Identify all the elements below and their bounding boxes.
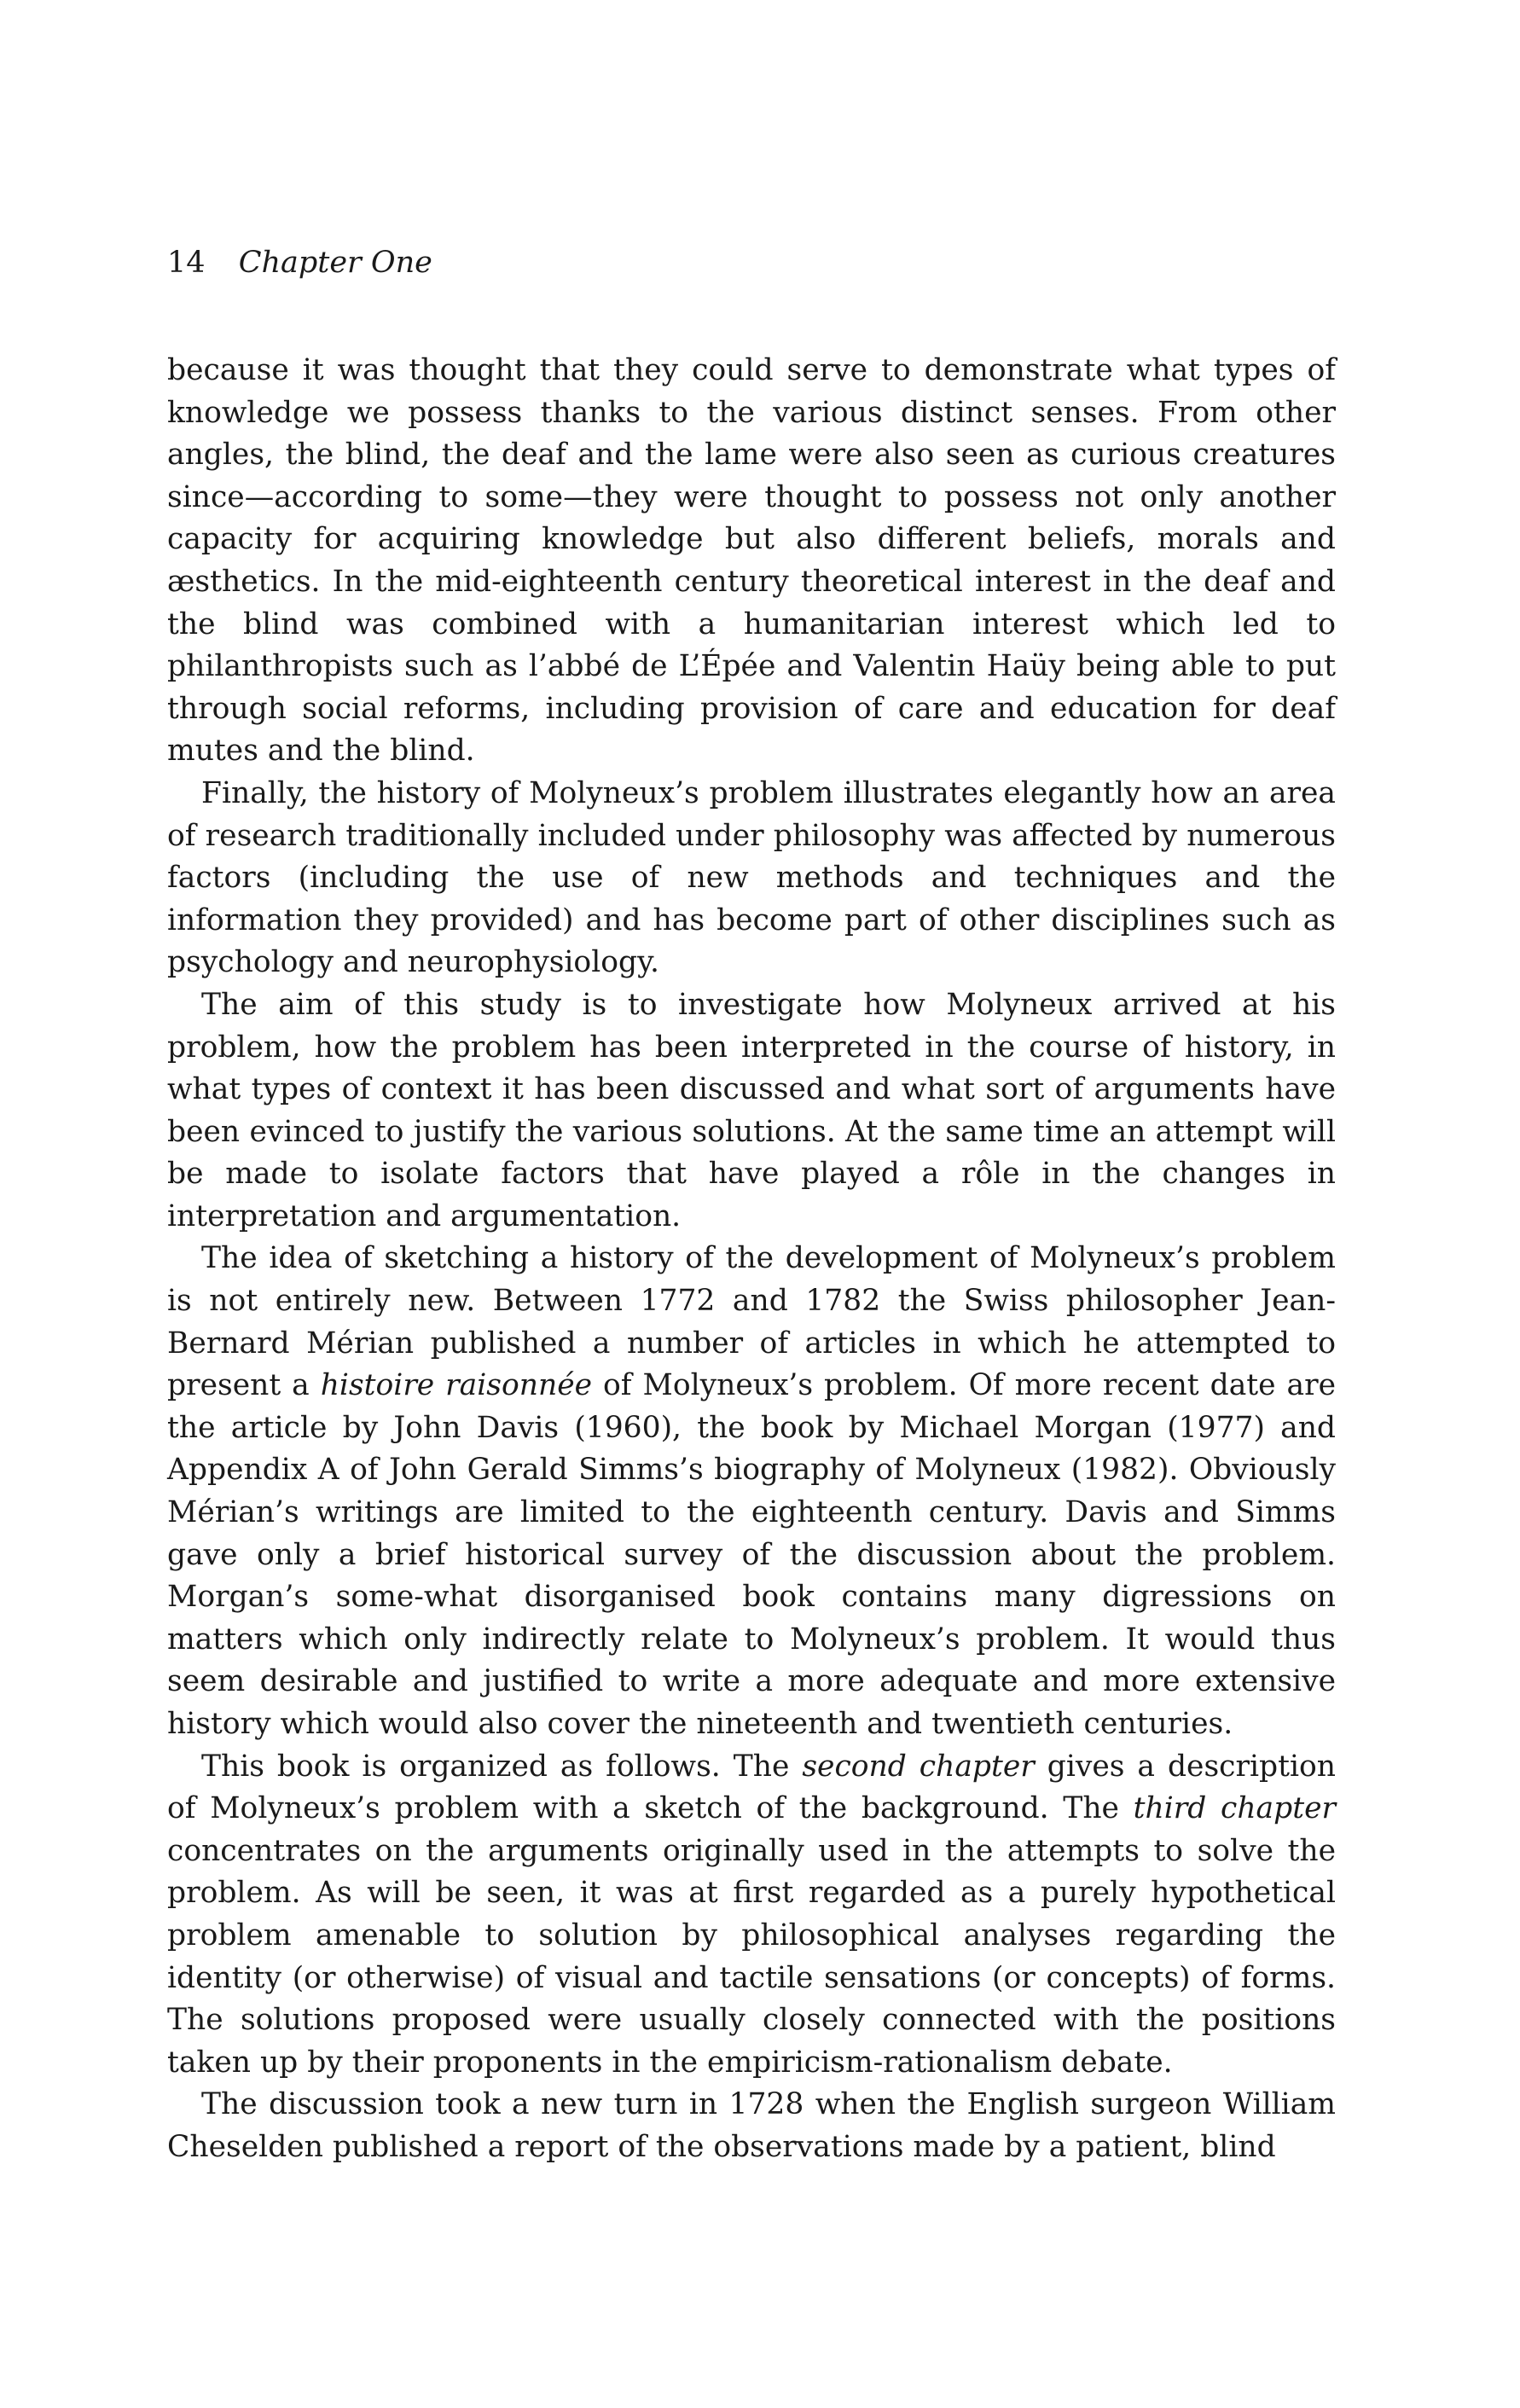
text-run: The aim of this study is to investigate how Molyneux arrived at his problem, how the problem has been interpreted in the course of history, in what types of context it has been discussed and what sort of arguments have been evinced to justify the various solutions. At the same time an attempt will be made to isolate factors that have played a rôle in the changes in interpretation and argumentation. [167, 987, 1336, 1233]
running-head [167, 244, 432, 281]
text-run: Finally, the history of Molyneux’s problem illustrates elegantly how an area of research traditionally included under philosophy was affected by numerous factors (including the use of new methods and techniques and the information they provided) and has become part of other disciplines such as psychology and neurophysiology. [167, 775, 1336, 980]
text-run: concentrates on the arguments originally used in the attempts to solve the problem. As will be seen, it was at first regarded as a purely hypothetical problem amenable to solution by philosophical analyses regarding the identity (or otherwise) of visual and tactile sensations (or concepts) of forms. The solutions proposed were usually closely connected with the positions taken up by their proponents in the empiricism-rationalism debate. [167, 1833, 1336, 2080]
body-text [167, 350, 1336, 2169]
paragraph-4 [167, 1238, 1336, 1745]
text-run: gives a description of Molyneux’s problem with a sketch of the background. The [167, 1749, 1336, 1826]
text-run: because it was thought that they could serve to demonstrate what types of knowledge we possess thanks to the various distinct senses. From other angles, the blind, the deaf and the lame were also seen as curious creatures since—according to some—they were thought to possess not only another capacity for acquiring knowledge but also different beliefs, morals and æsthetics. In the mid-eighteenth century theoretical interest in the deaf and the blind was combined with a humanitarian interest which led to philanthropists such as l’abbé de L’Épée and Valentin Haüy being able to put through social reforms, including provision of care and education for deaf mutes and the blind. [167, 353, 1336, 769]
italic-run: histoire raisonnée [320, 1368, 593, 1403]
paragraph-2 [167, 773, 1336, 984]
paragraph-3 [167, 984, 1336, 1239]
text-run: of Molyneux’s problem. Of more recent date are the article by John Davis (1960), the book by Michael Morgan (1977) and Appendix A of John Gerald Simms’s biography of Molyneux (1982). Obviously Mérian’s writings are limited to the eighteenth century. Davis and Simms gave only a brief historical survey of the discussion about the problem. Morgan’s some-what disorganised book contains many digressions on matters which only indirectly relate to Molyneux’s problem. It would thus seem desirable and justified to write a more adequate and more extensive history which would also cover the nineteenth and twentieth centuries. [167, 1368, 1336, 1741]
paragraph-5 [167, 1746, 1336, 2085]
text-run: The discussion took a new turn in 1728 when the English surgeon William Cheselden published a report of the observations made by a patient, blind [167, 2087, 1336, 2164]
italic-run: third chapter [1133, 1791, 1336, 1826]
italic-run: second chapter [802, 1749, 1035, 1784]
chapter-title: Chapter One [238, 246, 432, 280]
paragraph-1 [167, 350, 1336, 773]
paragraph-6 [167, 2084, 1336, 2168]
text-run: The idea of sketching a history of the development of Molyneux’s problem is not entirely new. Between 1772 and 1782 the Swiss philosopher Jean-Bernard Mérian published a number of articles in which he attempted to present a [167, 1241, 1336, 1403]
page-number: 14 [167, 246, 206, 280]
text-run: This book is organized as follows. The [201, 1749, 803, 1784]
